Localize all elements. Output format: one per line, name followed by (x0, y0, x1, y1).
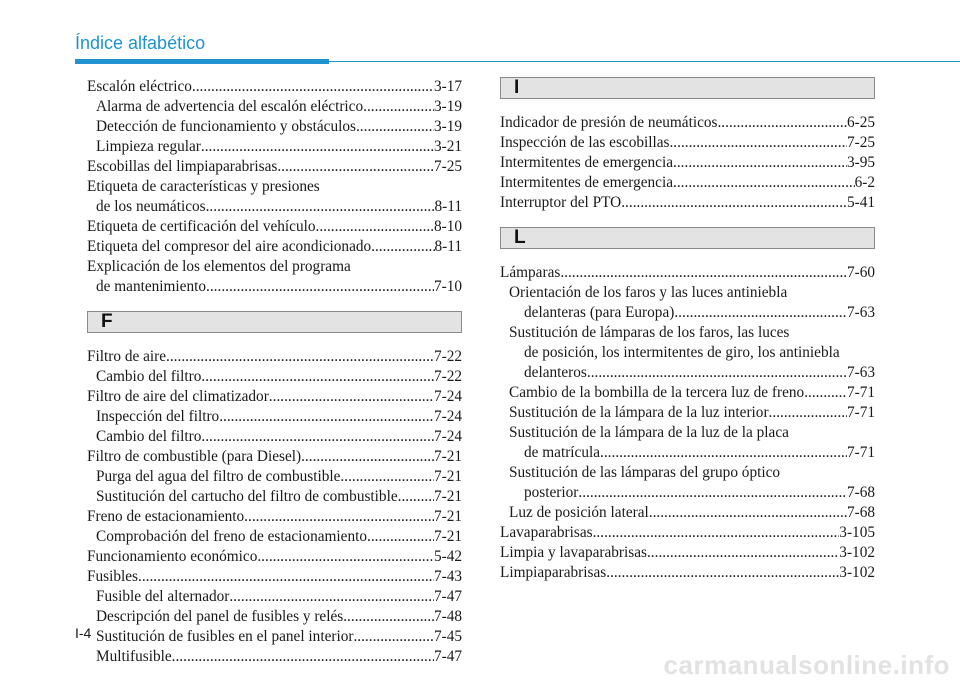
dot-leader (206, 277, 434, 297)
entry-text: Detección de funcionamiento y obstáculos (96, 118, 356, 135)
entry-page-ref: 8-11 (434, 198, 462, 215)
entry-page-ref: 7-63 (846, 364, 875, 381)
entry-page-ref: 7-24 (433, 428, 462, 445)
header-rule (329, 61, 960, 62)
index-entry (87, 487, 462, 507)
entry-text: Filtro de combustible (para Diesel) (87, 448, 302, 465)
entry-page-ref: 7-22 (433, 348, 462, 365)
entry-text: Escobillas del limpiaparabrisas (87, 158, 278, 175)
index-entry (87, 177, 462, 197)
entry-text: Limpiaparabrisas (500, 564, 607, 581)
index-entry (87, 367, 462, 387)
entry-page-ref: 7-68 (846, 484, 875, 501)
entry-page-ref: 7-21 (433, 468, 462, 485)
dot-leader (201, 427, 434, 447)
entry-page-ref: 7-71 (846, 384, 875, 401)
index-entry (87, 137, 462, 157)
dot-leader (593, 523, 840, 543)
index-entry (500, 193, 875, 213)
section-letter: I (514, 77, 520, 98)
entry-page-ref: 6-2 (854, 174, 875, 191)
index-entry (500, 283, 875, 303)
entry-page-ref: 3-19 (433, 98, 462, 115)
dot-leader (600, 443, 847, 463)
index-entry (87, 77, 462, 97)
entry-text: Comprobación del freno de estacionamiento (96, 528, 368, 545)
entry-page-ref: 7-25 (846, 134, 875, 151)
entry-page-ref: 7-71 (846, 444, 875, 461)
index-entry (87, 587, 462, 607)
entry-text: Escalón eléctrico (87, 78, 192, 95)
entry-page-ref: 3-19 (433, 118, 462, 135)
index-entry (87, 467, 462, 487)
dot-leader (229, 587, 434, 607)
index-entry (500, 383, 875, 403)
entry-page-ref: 7-24 (433, 408, 462, 425)
entry-page-ref: 7-21 (433, 528, 462, 545)
entry-text: de los neumáticos (96, 198, 206, 215)
entry-text: de matrícula (524, 444, 601, 461)
entry-text: Sustitución del cartucho del filtro de combustible (96, 488, 398, 505)
index-entry (500, 463, 875, 483)
page-title: Índice alfabético (75, 33, 206, 53)
dot-leader (166, 347, 434, 367)
section-letter: F (101, 311, 113, 332)
entry-page-ref: 7-22 (433, 368, 462, 385)
section-letter: L (514, 227, 526, 248)
entry-page-ref: 3-105 (839, 524, 875, 541)
entry-text: de posición, los intermitentes de giro, los antiniebla (524, 344, 840, 361)
index-entry (500, 173, 875, 193)
entry-text: Filtro de aire (87, 348, 167, 365)
entry-text: Etiqueta de características y presiones (87, 178, 320, 195)
index-entry (87, 407, 462, 427)
index-entry (500, 113, 875, 133)
entry-text: Orientación de los faros y las luces antiniebla (509, 284, 788, 301)
entry-page-ref: 7-71 (846, 404, 875, 421)
dot-leader (769, 403, 847, 423)
index-entry (87, 257, 462, 277)
index-entry (87, 627, 462, 647)
entry-page-ref: 7-45 (433, 628, 462, 645)
dot-leader (277, 157, 434, 177)
index-entry (87, 527, 462, 547)
index-entry (500, 153, 875, 173)
section-header-l (500, 227, 875, 249)
entry-text: Inspección de las escobillas (500, 134, 670, 151)
index-entry (87, 607, 462, 627)
index-entry (87, 117, 462, 137)
entry-page-ref: 3-17 (433, 78, 462, 95)
entry-text: Freno de estacionamiento (87, 508, 245, 525)
entry-page-ref: 7-25 (433, 158, 462, 175)
dot-leader (804, 383, 847, 403)
index-entry (87, 347, 462, 367)
index-entry (500, 323, 875, 343)
index-entry (500, 403, 875, 423)
entry-page-ref: 3-102 (839, 544, 875, 561)
entry-page-ref: 7-21 (433, 508, 462, 525)
dot-leader (138, 567, 434, 587)
dot-leader (340, 467, 434, 487)
dot-leader (673, 153, 847, 173)
entry-page-ref: 8-10 (433, 218, 462, 235)
index-entry (87, 217, 462, 237)
entry-text: Sustitución de fusibles en el panel interior (96, 628, 354, 645)
index-entry (87, 447, 462, 467)
entry-page-ref: 8-11 (434, 238, 462, 255)
index-entry (87, 97, 462, 117)
index-entry (87, 427, 462, 447)
entry-text: Lavaparabrisas (500, 524, 593, 541)
entry-page-ref: 7-48 (433, 608, 462, 625)
entry-text: Limpia y lavaparabrisas (500, 544, 647, 561)
index-entry (500, 443, 875, 463)
index-entry (87, 277, 462, 297)
section-header-i (500, 77, 875, 99)
entry-page-ref: 3-102 (839, 564, 875, 581)
dot-leader (606, 563, 839, 583)
entry-text: Funcionamiento económico (87, 548, 258, 565)
dot-leader (192, 77, 434, 97)
dot-leader (172, 647, 434, 667)
entry-page-ref: 7-24 (433, 388, 462, 405)
entry-text: Etiqueta de certificación del vehículo (87, 218, 316, 235)
entry-text: Explicación de los elementos del programa (87, 258, 351, 275)
entry-text: Lámparas (500, 264, 561, 281)
index-entry (500, 133, 875, 153)
entry-text: Luz de posición lateral (509, 504, 649, 521)
index-entry (500, 563, 875, 583)
entry-page-ref: 3-95 (846, 154, 875, 171)
entry-page-ref: 5-42 (433, 548, 462, 565)
dot-leader (269, 387, 434, 407)
entry-page-ref: 7-60 (846, 264, 875, 281)
entry-page-ref: 7-68 (846, 504, 875, 521)
entry-text: Purga del agua del filtro de combustible (96, 468, 341, 485)
dot-leader (717, 113, 846, 133)
dot-leader (316, 217, 434, 237)
entry-page-ref: 7-21 (433, 448, 462, 465)
entry-text: de mantenimiento (96, 278, 207, 295)
entry-text: Inspección del filtro (96, 408, 220, 425)
dot-leader (669, 133, 846, 153)
entry-group-e (87, 77, 462, 297)
section-header-f (87, 311, 462, 333)
header-accent-bar (75, 59, 329, 64)
index-entry (500, 483, 875, 503)
entry-text: Fusibles (87, 568, 138, 585)
entry-page-ref: 7-47 (433, 648, 462, 665)
entry-page-ref: 7-43 (433, 568, 462, 585)
index-column-right (500, 77, 875, 583)
index-entry (500, 503, 875, 523)
dot-leader (367, 527, 434, 547)
index-entry (500, 543, 875, 563)
entry-text: Intermitentes de emergencia (500, 154, 674, 171)
index-entry (87, 387, 462, 407)
entry-text: Indicador de presión de neumáticos (500, 114, 718, 131)
entry-text: Alarma de advertencia del escalón eléctrico (96, 98, 364, 115)
entry-text: Descripción del panel de fusibles y relés (96, 608, 344, 625)
entry-text: Limpieza regular (96, 138, 201, 155)
entry-page-ref: 6-25 (846, 114, 875, 131)
dot-leader (244, 507, 434, 527)
entry-page-ref: 7-10 (433, 278, 462, 295)
entry-page-ref: 5-41 (846, 194, 875, 211)
dot-leader (371, 237, 434, 257)
entry-page-ref: 7-47 (433, 588, 462, 605)
dot-leader (578, 483, 847, 503)
dot-leader (219, 407, 434, 427)
dot-leader (587, 363, 847, 383)
entry-text: Fusible del alternador (96, 588, 230, 605)
entry-group-l (500, 263, 875, 583)
entry-text: Sustitución de las lámparas del grupo óptico (509, 464, 781, 481)
dot-leader (398, 487, 434, 507)
index-entry (500, 363, 875, 383)
index-entry (87, 647, 462, 667)
dot-leader (353, 627, 434, 647)
dot-leader (363, 97, 434, 117)
index-entry (87, 197, 462, 217)
index-entry (500, 263, 875, 283)
index-entry (87, 567, 462, 587)
dot-leader (206, 197, 435, 217)
index-entry (87, 157, 462, 177)
entry-text: Cambio de la bombilla de la tercera luz de freno (509, 384, 805, 401)
entry-text: Sustitución de la lámpara de la luz de la placa (509, 424, 789, 441)
entry-group-i (500, 113, 875, 213)
entry-text: Interruptor del PTO (500, 194, 622, 211)
dot-leader (301, 447, 434, 467)
entry-text: Sustitución de lámparas de los faros, las luces (509, 324, 790, 341)
dot-leader (674, 303, 847, 323)
entry-text: Filtro de aire del climatizador (87, 388, 269, 405)
dot-leader (673, 173, 855, 193)
entry-text: Etiqueta del compresor del aire acondicionado (87, 238, 372, 255)
index-entry (87, 507, 462, 527)
index-entry (87, 237, 462, 257)
watermark: carmanualsonline.info (663, 650, 950, 680)
entry-page-ref: 7-63 (846, 304, 875, 321)
dot-leader (649, 503, 847, 523)
dot-leader (201, 137, 434, 157)
entry-text: Multifusible (96, 648, 172, 665)
dot-leader (356, 117, 434, 137)
entry-text: Cambio del filtro (96, 368, 202, 385)
entry-text: delanteros (524, 364, 587, 381)
dot-leader (621, 193, 847, 213)
entry-text: Sustitución de la lámpara de la luz interior (509, 404, 769, 421)
dot-leader (560, 263, 847, 283)
index-entry (500, 343, 875, 363)
entry-page-ref: 7-21 (433, 488, 462, 505)
index-entry (500, 423, 875, 443)
index-entry (500, 523, 875, 543)
page-number: I-4 (75, 625, 92, 641)
entry-group-f (87, 347, 462, 667)
entry-text: posterior (524, 484, 579, 501)
index-column-left (87, 77, 462, 667)
entry-text: Intermitentes de emergencia (500, 174, 674, 191)
entry-text: delanteras (para Europa) (524, 304, 675, 321)
entry-page-ref: 3-21 (433, 138, 462, 155)
dot-leader (201, 367, 434, 387)
index-entry (87, 547, 462, 567)
index-entry (500, 303, 875, 323)
dot-leader (647, 543, 839, 563)
dot-leader (343, 607, 434, 627)
dot-leader (257, 547, 434, 567)
entry-text: Cambio del filtro (96, 428, 202, 445)
